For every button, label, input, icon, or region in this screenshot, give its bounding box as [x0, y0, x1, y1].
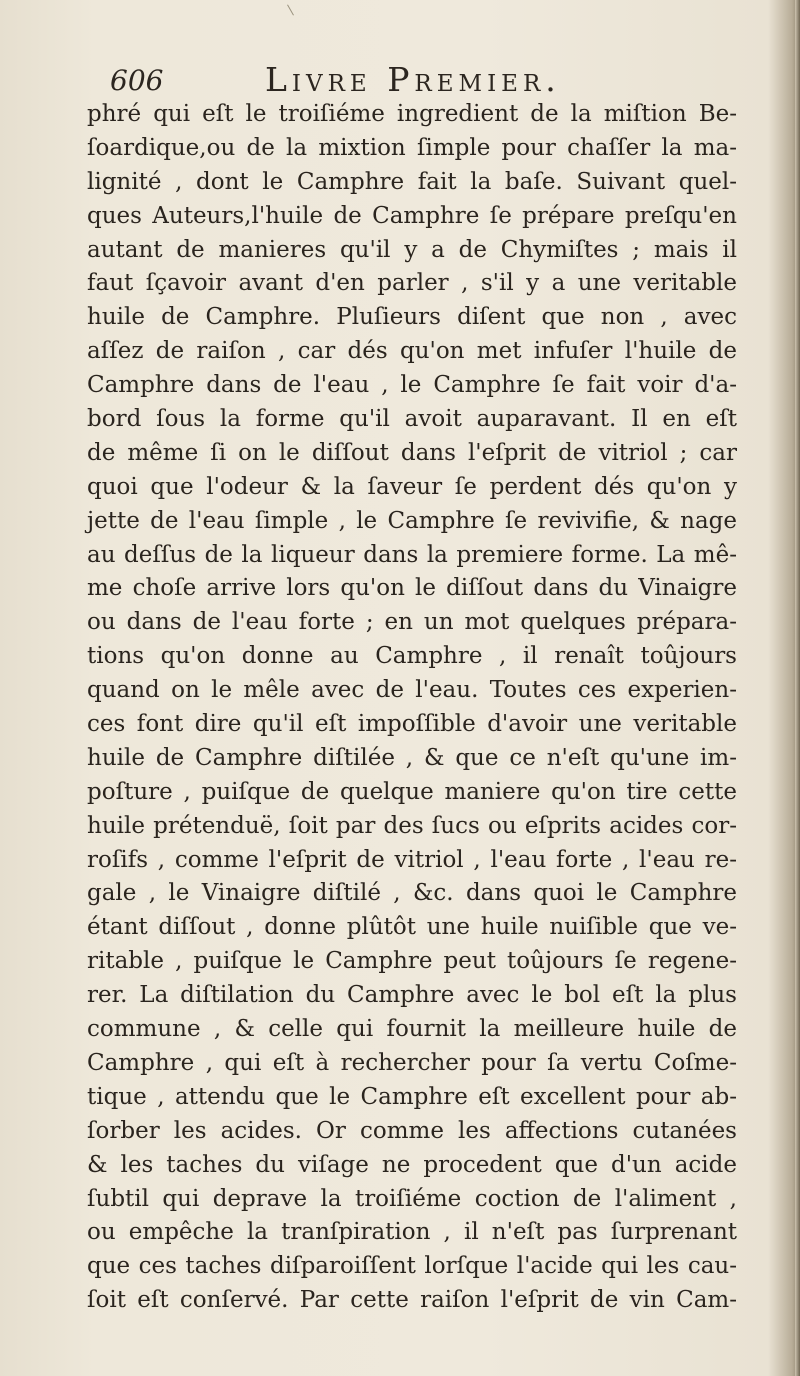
text-line: ces font dire qu'il eſt impoſſible d'avoir une veritable: [87, 711, 737, 738]
text-line: jette de l'eau ſimple , le Camphre ſe revivifie, & nage: [87, 507, 737, 534]
text-line: tique , attendu que le Camphre eſt excellent pour ab-: [87, 1083, 737, 1110]
text-line: phré qui eſt le troiſiéme ingredient de la miſtion Be-: [87, 101, 737, 127]
text-line: autant de manieres qu'il y a de Chymiſtes ; mais il: [87, 236, 737, 263]
text-line: huile prétenduë, ſoit par des ſucs ou eſprits acides cor-: [87, 812, 737, 839]
text-line: huile de Camphre diſtilée , & que ce n'eſt qu'une im-: [87, 744, 737, 771]
text-line: ſorber les acides. Or comme les affections cutanées: [87, 1117, 737, 1144]
text-line: tions qu'on donne au Camphre , il renaît toûjours: [87, 643, 737, 670]
text-line: Camphre , qui eſt à rechercher pour ſa vertu Coſme-: [87, 1049, 737, 1076]
text-line: ſoit eſt conſervé. Par cette raiſon l'eſprit de vin Cam-: [87, 1287, 737, 1314]
text-line: ſubtil qui deprave la troiſiéme coction de l'aliment ,: [87, 1185, 737, 1212]
running-head: Livre Premier.: [265, 60, 561, 99]
text-line: quoi que l'odeur & la ſaveur ſe perdent dés qu'on y: [87, 473, 737, 500]
text-line: ou empêche la tranſpiration , il n'eſt pas ſurprenant: [87, 1219, 737, 1246]
text-line: me choſe arrive lors qu'on le diſſout dans du Vinaigre: [87, 575, 737, 602]
text-line: ritable , puiſque le Camphre peut toûjours ſe regene-: [87, 948, 737, 975]
text-line: huile de Camphre. Pluſieurs diſent que non , avec: [87, 304, 737, 331]
text-line: au deſſus de la liqueur dans la premiere forme. La mê-: [87, 541, 737, 568]
text-line: ou dans de l'eau forte ; en un mot quelques prépara-: [87, 609, 737, 636]
page-number: 606: [110, 64, 164, 97]
text-line: bord ſous la forme qu'il avoit auparavant. Il en eſt: [87, 406, 737, 433]
text-line: que ces taches diſparoiſſent lorſque l'acide qui les cau-: [87, 1253, 737, 1280]
text-line: étant diſſout , donne plûtôt une huile nuiſible que ve-: [87, 914, 737, 941]
text-line: aſſez de raiſon , car dés qu'on met infuſer l'huile de: [87, 338, 737, 365]
page-header: [100, 60, 710, 100]
text-line: quand on le mêle avec de l'eau. Toutes ces experien-: [87, 677, 737, 704]
text-line: Camphre dans de l'eau , le Camphre ſe fait voir d'a-: [87, 372, 737, 399]
page-edge-shadow: [795, 0, 800, 1376]
text-line: lignité , dont le Camphre fait la baſe. Suivant quel-: [87, 168, 737, 195]
text-line: gale , le Vinaigre diſtilé , &c. dans quoi le Camphre: [87, 880, 737, 907]
text-line: faut ſçavoir avant d'en parler , s'il y a une veritable: [87, 270, 737, 297]
text-line: poſture , puiſque de quelque maniere qu'on tire cette: [87, 778, 737, 805]
text-line: roſifs , comme l'eſprit de vitriol , l'eau forte , l'eau re-: [87, 846, 737, 873]
text-line: rer. La diſtilation du Camphre avec le bol eſt la plus: [87, 982, 737, 1009]
text-line: de même ſi on le diſſout dans l'eſprit de vitriol ; car: [87, 439, 737, 466]
text-line: ques Auteurs,l'huile de Camphre ſe prépare preſqu'en: [87, 202, 737, 229]
text-line: commune , & celle qui fournit la meilleure huile de: [87, 1016, 737, 1043]
page-crease-mark: [287, 5, 294, 16]
body-text: [87, 98, 737, 1318]
text-line: & les taches du viſage ne procedent que d'un acide: [87, 1151, 737, 1178]
text-line: ſoardique,ou de la mixtion ſimple pour chaſſer la ma-: [87, 134, 737, 161]
